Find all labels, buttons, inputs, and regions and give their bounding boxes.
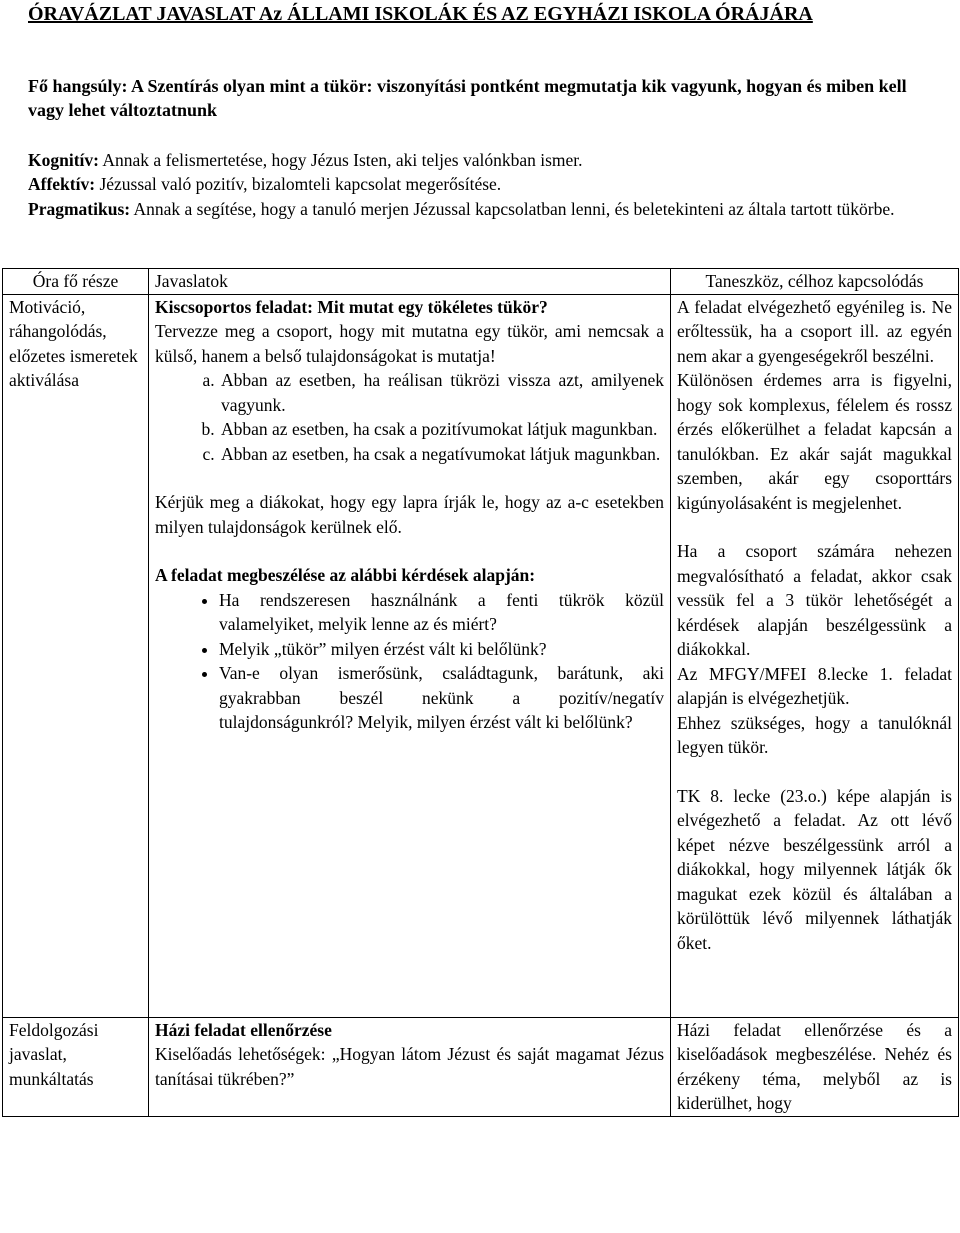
discussion-title: A feladat megbeszélése az alábbi kérdések alapján: xyxy=(155,565,536,585)
list-item: • Melyik „tükör” milyen érzést vált ki belőlünk? xyxy=(219,637,664,662)
task-title: Kiscsoportos feladat: Mit mutat egy tökéletes tükör? xyxy=(155,296,548,317)
header-suggestions: Javaslatok xyxy=(149,269,671,295)
tools-note-4: Az MFGY/MFEI 8.lecke 1. feladat alapján is elvégezhetjük. xyxy=(677,663,952,708)
header-lesson-part: Óra fő része xyxy=(3,269,149,295)
list-item: b. Abban az esetben, ha csak a pozitívumokat látjuk magunkban. xyxy=(219,417,664,442)
list-item: c. Abban az esetben, ha csak a negatívumokat látjuk magunkban. xyxy=(219,442,664,467)
objective-pragmatic-label: Pragmatikus: xyxy=(28,199,131,219)
suggestions-cell xyxy=(149,294,671,1017)
task-options xyxy=(155,368,664,466)
homework-cell xyxy=(149,1017,671,1116)
section-motivation: Motiváció, ráhangolódás, előzetes ismeretek aktiválása xyxy=(3,294,149,1017)
tools-note-2: Különösen érdemes arra is figyelni, hogy sok komplexus, félelem és rossz érzés előkerülhet a feladat kapcsán a tanulókban. Ez akár saját magukkal szemben, akár egy csoporttárs kigúnyolásaként is megjelenhet. xyxy=(677,370,952,513)
homework-text: Kiselőadás lehetőségek: „Hogyan látom Jézust és saját magamat Jézus tanításai tükrében?” xyxy=(155,1044,664,1089)
discussion-list xyxy=(155,588,664,735)
objective-pragmatic xyxy=(28,197,933,222)
lesson-plan-table xyxy=(2,268,959,1117)
objective-affective xyxy=(28,172,933,197)
section-processing: Feldolgozási javaslat, munkáltatás xyxy=(3,1017,149,1116)
objective-cognitive xyxy=(28,148,933,173)
list-item: a. Abban az esetben, ha reálisan tükrözi vissza azt, amilyenek vagyunk. xyxy=(219,368,664,417)
homework-title: Házi feladat ellenőrzése xyxy=(155,1019,332,1040)
list-item: • Van-e olyan ismerősünk, családtagunk, barátunk, aki gyakrabban beszél nekünk a pozitív/negatív tulajdonságunkról? Melyik, milyen érzést vált ki belőlünk? xyxy=(219,661,664,735)
header-tools: Taneszköz, célhoz kapcsolódás xyxy=(671,269,959,295)
tools-note-1: A feladat elvégezhető egyénileg is. Ne erőltessük, ha a csoport ill. az egyén nem akar a gyengeségekről beszélni. xyxy=(677,296,952,366)
homework-tools-cell xyxy=(671,1017,959,1116)
objective-affective-text: Jézussal való pozitív, bizalomteli kapcsolat megerősítése. xyxy=(95,174,502,194)
tools-note-5: Ehhez szükséges, hogy a tanulóknál legyen tükör. xyxy=(677,712,952,757)
objective-affective-label: Affektív: xyxy=(28,174,96,194)
objective-cognitive-text: Annak a felismertetése, hogy Jézus Isten, aki teljes valónkban ismer. xyxy=(98,150,583,170)
objective-pragmatic-text: Annak a segítése, hogy a tanuló merjen Jézussal kapcsolatban lenni, és beletekinteni az általa tartott tükörbe. xyxy=(130,199,895,219)
tools-note-6: TK 8. lecke (23.o.) képe alapján is elvégezhető a feladat. Az ott lévő képet nézve beszélgessünk arról a diákokkal, hogy milyennek látják ők magukat ezek közül és általában a körülöttük lévő milyennek láthatják őket. xyxy=(677,785,952,953)
tools-note-3: Ha a csoport számára nehezen megvalósítható a feladat, akkor csak vessük fel a 3 tükör lehetőségét a kérdések alapján beszélgessünk a diákokkal. xyxy=(677,541,952,659)
document-title: ÓRAVÁZLAT JAVASLAT Az ÁLLAMI ISKOLÁK ÉS AZ EGYHÁZI ISKOLA ÓRÁJÁRA xyxy=(28,3,813,25)
task-intro: Tervezze meg a csoport, hogy mit mutatna egy tükör, ami nemcsak a külső, hanem a belső tulajdonságokat is mutatja! xyxy=(155,321,664,366)
homework-tools-text: Házi feladat ellenőrzése és a kiselőadások megbeszélése. Nehéz és érzékeny téma, melyből az is kiderülhet, hogy xyxy=(677,1019,952,1113)
main-focus: Fő hangsúly: A Szentírás olyan mint a tükör: viszonyítási pontként megmutatja kik vagyunk, hogyan és miben kell vagy lehet változtatnunk xyxy=(28,76,907,120)
table-header-row xyxy=(3,269,959,295)
ask-students: Kérjük meg a diákokat, hogy egy lapra írják le, hogy az a-c esetekben milyen tulajdonságok kerülnek elő. xyxy=(155,492,664,537)
objective-cognitive-label: Kognitív: xyxy=(28,150,99,170)
list-item: • Ha rendszeresen használnánk a fenti tükrök közül valamelyiket, melyik lenne az és miért? xyxy=(219,588,664,637)
table-row-motivation xyxy=(3,294,959,1017)
table-row-processing xyxy=(3,1017,959,1116)
tools-cell xyxy=(671,294,959,1017)
